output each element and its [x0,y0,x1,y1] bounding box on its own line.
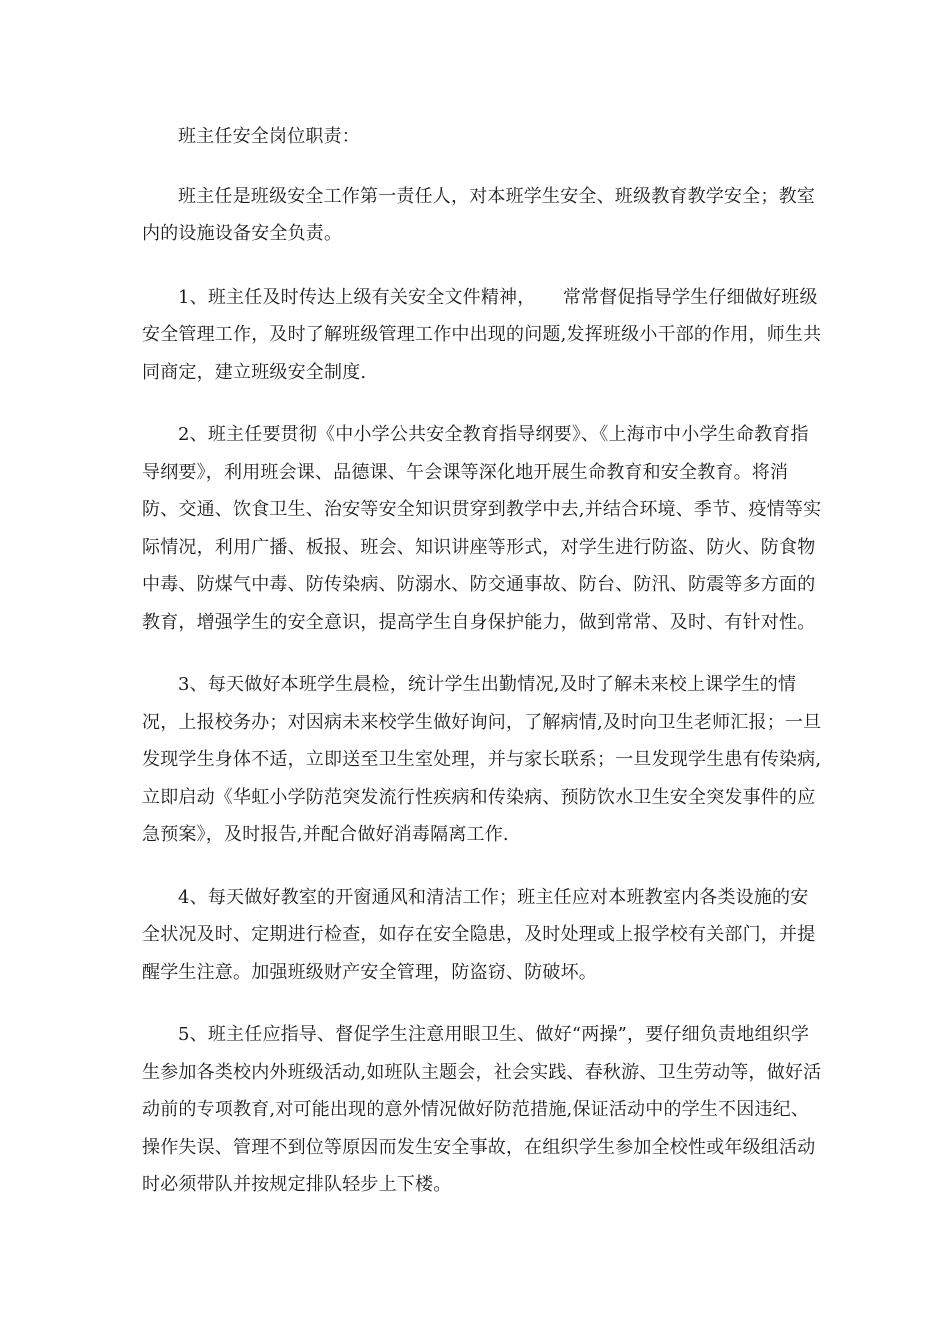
document-body [142,118,822,1204]
document-title: 班主任安全岗位职责： [178,126,360,147]
paragraph-item-4: 4、每天做好教室的开窗通风和清洁工作；班主任应对本班教室内各类设施的安全状况及时、定期进行检查，如存在安全隐患，及时处理或上报学校有关部门，并提醒学生注意。加强班级财产安全管理，防盗窃、防破坏。 [142,886,816,983]
paragraph-item-3: 3、每天做好本班学生晨检，统计学生出勤情况,及时了解未来校上课学生的情况，上报校务办；对因病未来校学生做好询问，了解病情,及时向卫生老师汇报；一旦发现学生身体不适，立即送至卫生室处理，并与家长联系；一旦发现学生患有传染病,立即启动《华虹小学防范突发流行性疾病和传染病、预防饮水卫生安全突发事件的应急预案》，及时报告,并配合做好消毒隔离工作. [142,674,822,845]
paragraph-intro: 班主任是班级安全工作第一责任人，对本班学生安全、班级教育教学安全；教室内的设施设备安全负责。 [142,185,815,244]
paragraph-item-2: 2、班主任要贯彻《中小学公共安全教育指导纲要》、《上海市中小学生命教育指导纲要》，利用班会课、品德课、午会课等深化地开展生命教育和安全教育。将消防、交通、饮食卫生、治安等安全知识贯穿到教学中去,并结合环境、季节、疫情等实际情况，利用广播、板报、班会、知识讲座等形式，对学生进行防盗、防火、防食物中毒、防煤气中毒、防传染病、防溺水、防交通事故、防台、防汛、防震等多方面的教育，增强学生的安全意识，提高学生自身保护能力，做到常常、及时、有针对性。 [142,424,822,633]
paragraph-item-5: 5、班主任应指导、督促学生注意用眼卫生、做好“两操”，要仔细负责地组织学生参加各类校内外班级活动,如班队主题会，社会实践、春秋游、卫生劳动等，做好活动前的专项教育,对可能出现的意外情况做好防范措施,保证活动中的学生不因违纪、操作失误、管理不到位等原因而发生安全事故，在组织学生参加全校性或年级组活动时必须带队并按规定排队轻步上下楼。 [142,1024,822,1195]
paragraph-item-1: 1、班主任及时传达上级有关安全文件精神， 常常督促指导学生仔细做好班级安全管理工作，及时了解班级管理工作中出现的问题,发挥班级小干部的作用，师生共同商定，建立班级安全制度. [142,286,822,383]
